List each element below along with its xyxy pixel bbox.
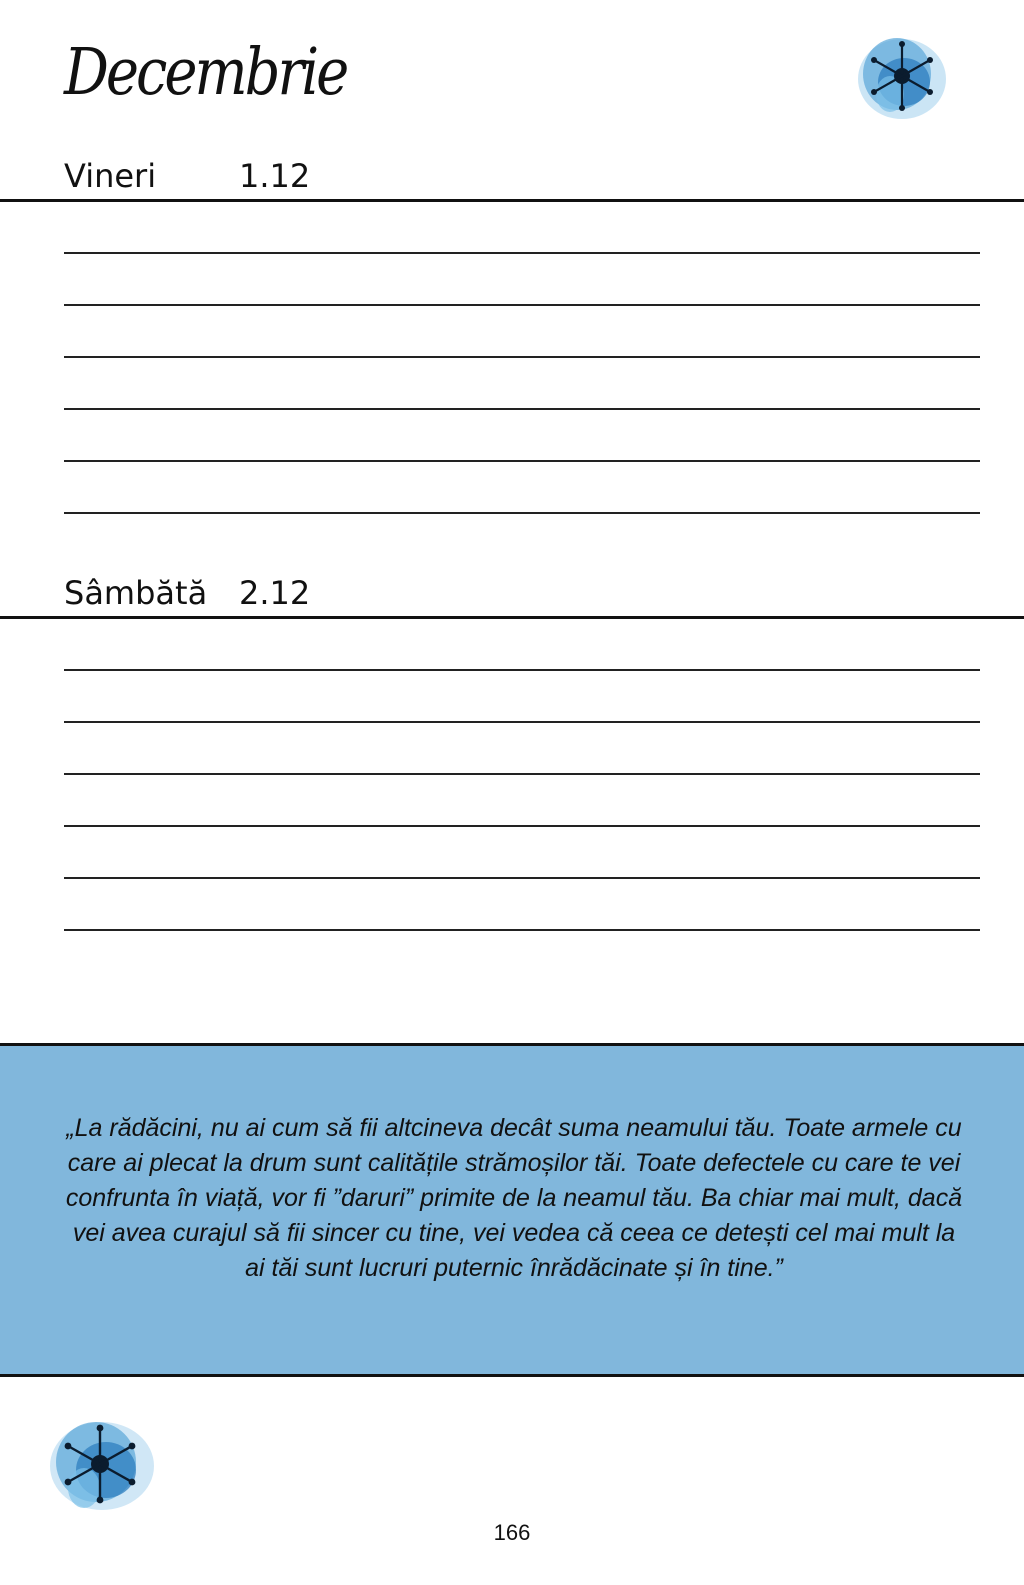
- writing-line: [64, 877, 980, 879]
- day-name: Vineri: [64, 157, 157, 195]
- writing-line: [64, 304, 980, 306]
- day-name: Sâmbătă: [64, 574, 208, 612]
- writing-line: [64, 773, 980, 775]
- writing-line: [64, 356, 980, 358]
- page-number: 166: [493, 1520, 531, 1545]
- writing-line: [64, 669, 980, 671]
- snowflake-ink-blot-icon: [842, 24, 962, 134]
- day-header-rule: [0, 616, 1024, 619]
- day-header-rule: [0, 199, 1024, 202]
- snowflake-ink-blot-icon: [34, 1404, 174, 1528]
- quote-box: [0, 1043, 1024, 1377]
- quote-text: „La rădăcini, nu ai cum să fii altcineva decât suma neamului tău. Toate armele cu care ai plecat la drum sunt calitățile strămoșilor tăi. Toate defectele cu care te vei confrunta în viață, vor fi ”daruri” primite de la neamul tău. Ba chiar mai mult, dacă vei avea curajul să fii sincer cu tine, vei vedea că ceea ce detești cel mai mult la ai tăi sunt lucruri puternic înrădăcinate și în tine.”: [65, 1114, 963, 1282]
- month-title: Decembrie: [64, 35, 347, 110]
- writing-line: [64, 460, 980, 462]
- day-date: 2.12: [239, 574, 311, 612]
- writing-line: [64, 252, 980, 254]
- writing-line: [64, 512, 980, 514]
- writing-line: [64, 825, 980, 827]
- writing-line: [64, 408, 980, 410]
- day-date: 1.12: [239, 157, 311, 195]
- writing-line: [64, 721, 980, 723]
- writing-line: [64, 929, 980, 931]
